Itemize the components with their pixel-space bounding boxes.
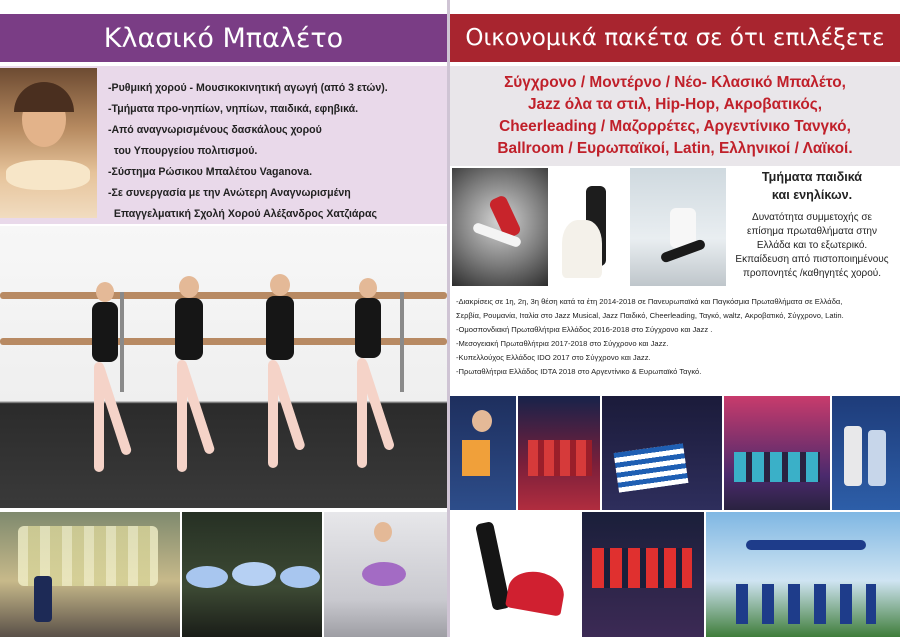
- medal-team-photo: [724, 396, 830, 510]
- classic-ballet-header: [0, 14, 447, 62]
- hiphop-dancer-photo: [630, 168, 726, 286]
- age-body-line: προπονητές /καθηγητές χορού.: [742, 268, 882, 279]
- styles-line: Ballroom / Ευρωπαϊκοί, Latin, Ελληνικοί / Λαϊκοί.: [497, 140, 853, 157]
- dancer-figure: [345, 256, 391, 486]
- age-groups-box: [728, 168, 896, 281]
- right-page: [450, 0, 900, 637]
- team-stage-photo: [518, 396, 600, 510]
- age-body-line: Εκπαίδευση από πιστοποιημένους: [735, 254, 889, 265]
- award-item: -Πρωταθλήτρια Ελλάδος IDTA 2018 στο Αργεντίνικο & Ευρωπαϊκό Ταγκό.: [456, 367, 702, 376]
- barre-post: [400, 292, 404, 392]
- age-groups-description: [728, 211, 896, 281]
- feature-item: -Ρυθμική χορού - Μουσικοκινητική αγωγή (από 3 ετών).: [108, 82, 388, 94]
- age-groups-title: [728, 168, 896, 204]
- ballet-barre-photo: [0, 226, 447, 508]
- ballet-features-list: [108, 78, 443, 225]
- cheerleading-photo: [706, 512, 900, 637]
- feature-item: -Σύστημα Ρώσικου Μπαλέτου Vaganova.: [108, 166, 313, 178]
- latin-couple-photo: [450, 512, 580, 637]
- contemporary-duo-photo: [452, 168, 548, 286]
- red-team-photo: [582, 512, 704, 637]
- age-body-line: Ελλάδα και το εξωτερικό.: [756, 240, 868, 251]
- dance-styles-list: [460, 72, 890, 160]
- feature-item: -Τμήματα προ-νηπίων, νηπίων, παιδικά, εφηβικά.: [108, 103, 359, 115]
- award-item: -Κυπελλούχος Ελλάδος IDO 2017 στο Σύγχρονο και Jazz.: [456, 353, 651, 362]
- hair-shape: [14, 82, 74, 112]
- age-body-line: Δυνατότητα συμμετοχής σε: [752, 212, 872, 223]
- ballerina-portrait-photo: [0, 68, 97, 218]
- coaches-photo: [832, 396, 900, 510]
- award-item: -Μεσογειακή Πρωταθλήτρια 2017-2018 στο Σύγχρονο και Jazz.: [456, 339, 669, 348]
- dancer-figure: [165, 246, 213, 486]
- hands-shape: [6, 160, 90, 190]
- award-winner-photo: [450, 396, 516, 510]
- age-title-line: Τμήματα παιδικά: [761, 170, 863, 184]
- age-title-line: και ενηλίκων.: [771, 188, 853, 202]
- dancer-figure: [82, 266, 128, 486]
- award-item: Σερβία, Ρουμανία, Ιταλία στο Jazz Musical, Jazz Παιδικό, Cheerleading, Ταγκό, waltz, Ακροβατικό, Σύγχρονο, Latin.: [456, 311, 844, 320]
- feature-item: του Υπουργείου πολιτισμού.: [108, 145, 258, 157]
- greek-flag-team-photo: [602, 396, 722, 510]
- feature-item: -Από αναγνωρισμένους δασκάλους χορού: [108, 124, 322, 136]
- award-item: -Διακρίσεις σε 1η, 2η, 3η θέση κατά τα έτη 2014-2018 σε Πανευρωπαϊκά και Παγκόσμια Πρωταθλήματα σε Ελλάδα,: [456, 297, 843, 306]
- feature-item: Επαγγελματική Σχολή Χορού Αλέξανδρος Χατζιάρας: [108, 208, 377, 220]
- packages-title: Οικονομικά πακέτα σε ότι επιλέξετε: [465, 25, 885, 51]
- awards-list: [456, 295, 898, 379]
- dancer-figure: [255, 242, 305, 486]
- feature-item: -Σε συνεργασία με την Ανώτερη Αναγνωρισμένη: [108, 187, 351, 199]
- classic-ballet-title: Κλασικό Μπαλέτο: [103, 22, 344, 54]
- styles-line: Jazz όλα τα στιλ, Hip-Hop, Ακροβατικός,: [527, 96, 822, 113]
- award-item: -Ομοσπονδιακή Πρωταθλήτρια Ελλάδος 2016-2018 στο Σύγχρονο και Jazz .: [456, 325, 713, 334]
- styles-line: Cheerleading / Μαζορρέτες, Αργεντίνικο Τανγκό,: [499, 118, 851, 135]
- ballroom-couple-photo: [550, 168, 628, 286]
- left-page: [0, 0, 447, 637]
- styles-line: Σύγχρονο / Μοντέρνο / Νέο- Κλασικό Μπαλέτο,: [504, 74, 846, 91]
- tutu-dancers-photo: [182, 512, 322, 637]
- stage-performance-photo: [0, 512, 180, 637]
- packages-header: [450, 14, 900, 62]
- age-body-line: επίσημα πρωταθλήματα στην: [746, 226, 877, 237]
- solo-tutu-photo: [324, 512, 447, 637]
